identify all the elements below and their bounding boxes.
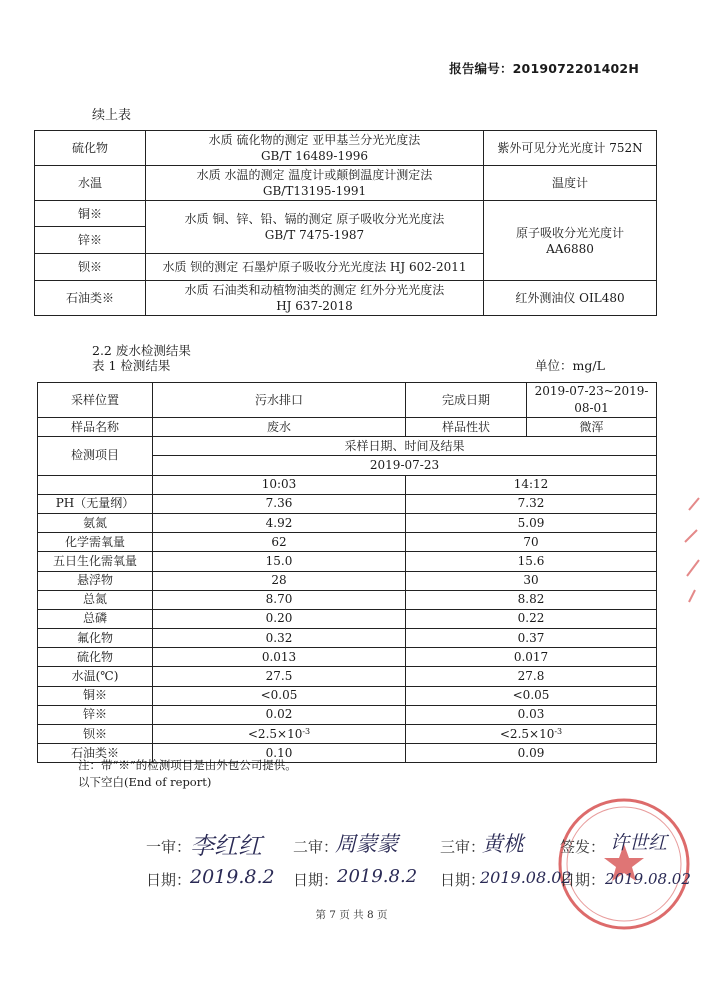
value-2: 30: [406, 571, 657, 590]
value-2: 15.6: [406, 552, 657, 571]
sample-state: 微浑: [527, 418, 657, 437]
table-row: [38, 513, 657, 532]
table-row: [38, 667, 657, 686]
second-review-signature: 周蒙蒙: [335, 832, 398, 856]
note: 注：带“※”的检测项目是由外包公司提供。: [78, 758, 297, 772]
issuer-signature: 许世红: [610, 832, 668, 854]
page-number: 第 7 页 共 8 页: [315, 909, 388, 921]
test-item: 五日生化需氧量: [38, 552, 153, 571]
method-instrument: 红外测油仪 OIL480: [484, 281, 657, 316]
method-standard: 水质 钡的测定 石墨炉原子吸收分光光度法 HJ 602-2011: [146, 254, 484, 281]
value-2: 7.32: [406, 494, 657, 513]
test-item: 锌※: [38, 705, 153, 724]
method-instrument: 温度计: [484, 166, 657, 201]
table-row: [38, 705, 657, 724]
value-2: <0.05: [406, 686, 657, 705]
sample-date: 2019-07-23: [153, 456, 657, 475]
method-standard: 水质 石油类和动植物油类的测定 红外分光光度法 HJ 637-2018: [146, 281, 484, 316]
table-title: 表 1 检测结果: [92, 358, 171, 373]
date-label: 日期：: [440, 871, 486, 889]
completion-date-label: 完成日期: [406, 383, 527, 418]
sample-name-label: 样品名称: [38, 418, 153, 437]
value-1: 62: [153, 533, 406, 552]
table-row: [38, 648, 657, 667]
sample-name: 废水: [153, 418, 406, 437]
value-2: 0.03: [406, 705, 657, 724]
test-item: 化学需氧量: [38, 533, 153, 552]
methods-row: [35, 201, 657, 227]
methods-row: [35, 131, 657, 166]
value-1: <0.05: [153, 686, 406, 705]
value-1: 0.013: [153, 648, 406, 667]
value-1: 0.20: [153, 609, 406, 628]
value-1: 0.32: [153, 629, 406, 648]
table-row: [38, 552, 657, 571]
date-label: 日期：: [560, 871, 606, 889]
report-number: 报告编号：2019072201402H: [449, 61, 639, 76]
unit-label: 单位：mg/L: [535, 358, 605, 373]
method-instrument: 原子吸收分光光度计 AA6880: [484, 201, 657, 281]
test-item: 钡※: [38, 725, 153, 744]
test-item: 氨氮: [38, 513, 153, 532]
first-review-signature: 李红红: [190, 832, 262, 860]
test-item-label: 检测项目: [38, 437, 153, 475]
date-1: 2019.8.2: [190, 866, 275, 888]
method-item: 石油类※: [35, 281, 146, 316]
table-row: [38, 571, 657, 590]
time-2: 14:12: [406, 475, 657, 494]
completion-date: 2019-07-23~2019-08-01: [527, 383, 657, 418]
method-standard: 水质 铜、锌、铅、镉的测定 原子吸收分光光度法 GB/T 7475-1987: [146, 201, 484, 254]
value-2: 0.22: [406, 609, 657, 628]
value-1: 15.0: [153, 552, 406, 571]
value-2: 8.82: [406, 590, 657, 609]
methods-row: [35, 166, 657, 201]
method-instrument: 紫外可见分光光度计 752N: [484, 131, 657, 166]
header-row: [38, 437, 657, 456]
second-review-label: 二审：: [293, 838, 339, 856]
test-item: 总磷: [38, 609, 153, 628]
value-2: 0.017: [406, 648, 657, 667]
test-item: 氟化物: [38, 629, 153, 648]
test-item: 石油类※: [38, 744, 153, 763]
sampling-location: 污水排口: [153, 383, 406, 418]
test-item: 铜※: [38, 686, 153, 705]
date-label: 日期：: [146, 871, 192, 889]
third-review-label: 三审：: [440, 838, 486, 856]
value-1: 27.5: [153, 667, 406, 686]
value-1: 0.02: [153, 705, 406, 724]
value-1: 7.36: [153, 494, 406, 513]
edge-seal-mark: [679, 490, 701, 610]
issuer-label: 签发：: [560, 838, 606, 856]
test-item: 水温(℃): [38, 667, 153, 686]
table-row: [38, 725, 657, 744]
value-1: 28: [153, 571, 406, 590]
blank-cell: [38, 475, 153, 494]
value-2: $<2.5\times 10^{-3}$: [406, 725, 657, 744]
date-3: 2019.08.02: [480, 868, 572, 887]
value-2: 5.09: [406, 513, 657, 532]
end-of-report: 以下空白(End of report): [78, 775, 212, 789]
date-label: 日期：: [293, 871, 339, 889]
method-standard: 水质 硫化物的测定 亚甲基兰分光光度法 GB/T 16489-1996: [146, 131, 484, 166]
value-2: 0.09: [406, 744, 657, 763]
value-1: $<2.5\times 10^{-3}$: [153, 725, 406, 744]
value-2: 0.37: [406, 629, 657, 648]
section-title: 2.2 废水检测结果: [92, 343, 191, 358]
sample-info-row: [38, 418, 657, 437]
method-item: 锌※: [35, 227, 146, 254]
test-item: 硫化物: [38, 648, 153, 667]
value-2: 70: [406, 533, 657, 552]
sampling-location-label: 采样位置: [38, 383, 153, 418]
method-item: 钡※: [35, 254, 146, 281]
date-time-label: 采样日期、时间及结果: [153, 437, 657, 456]
method-item: 水温: [35, 166, 146, 201]
continued-table-title: 续上表: [92, 108, 132, 123]
third-review-signature: 黄桃: [482, 832, 524, 856]
time-1: 10:03: [153, 475, 406, 494]
test-item: 悬浮物: [38, 571, 153, 590]
date-2: 2019.8.2: [337, 866, 418, 887]
methods-table: [34, 130, 657, 316]
table-row: [38, 686, 657, 705]
methods-row: [35, 281, 657, 316]
test-item: 总氮: [38, 590, 153, 609]
test-item: PH（无量纲）: [38, 494, 153, 513]
value-1: 0.10: [153, 744, 406, 763]
time-row: [38, 475, 657, 494]
table-row: [38, 609, 657, 628]
first-review-label: 一审：: [146, 838, 192, 856]
table-row: [38, 629, 657, 648]
date-4: 2019.08.02: [605, 870, 691, 888]
table-row: [38, 590, 657, 609]
method-item: 铜※: [35, 201, 146, 227]
table-row: [38, 494, 657, 513]
table-row: [38, 533, 657, 552]
value-1: 8.70: [153, 590, 406, 609]
method-standard: 水质 水温的测定 温度计或颠倒温度计测定法 GB/T13195-1991: [146, 166, 484, 201]
method-item: 硫化物: [35, 131, 146, 166]
sampling-info-row: [38, 383, 657, 418]
value-2: 27.8: [406, 667, 657, 686]
value-1: 4.92: [153, 513, 406, 532]
sample-state-label: 样品性状: [406, 418, 527, 437]
results-table: [37, 382, 657, 763]
